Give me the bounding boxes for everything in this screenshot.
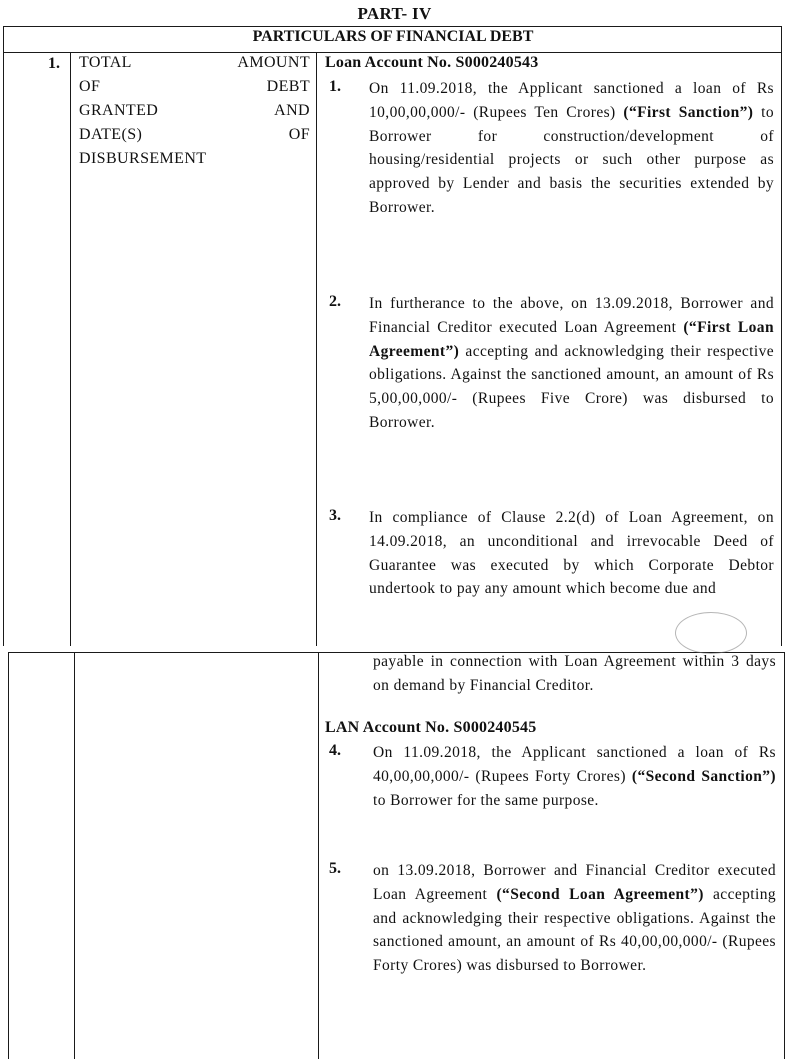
row-label-line: TOTAL AMOUNT [79,54,310,71]
loan-account-heading: Loan Account No. S000240543 [325,54,539,71]
paragraph-text: accepting and acknowledging their respective obligations. Against the sanctioned amount, an amount of Rs 5,00,00,000/- (Rupees Five Crore) was disbursed to Borrower. [369,342,774,431]
left-border [3,26,4,646]
lan-account-heading: LAN Account No. S000240545 [325,719,537,736]
heading-bottom-border [3,52,782,53]
row-label-line: DISBURSEMENT [79,150,207,167]
paragraph-text: on 13.09.2018, Borrower and Financial Creditor executed Loan Agreement [373,862,776,903]
paragraph-number: 3. [329,507,341,524]
paragraph-number: 1. [329,78,341,95]
label-column-border [316,52,317,646]
table-heading: PARTICULARS OF FINANCIAL DEBT [252,28,534,45]
paragraph-text: to Borrower for construction/development of housing/residential projects or such other purpose as approved by Lender and basis the securities extended by Borrower. [369,103,774,216]
label-column-border-lower [318,652,319,1059]
paragraph [369,77,774,220]
paragraph-number: 4. [329,742,341,759]
paragraph-text: In compliance of Clause 2.2(d) of Loan Agreement, on 14.09.2018, an unconditional and irrevocable Deed of Guarantee was executed by which Corporate Debtor undertook to pay any amount which become due and [369,509,774,598]
paragraph [373,859,776,978]
paragraph-text: On 11.09.2018, the Applicant sanctioned a loan of Rs 40,00,00,000/- (Rupees Forty Crores) [373,744,776,785]
paragraph-text: payable in connection with Loan Agreement within 3 days on demand by Financial Creditor. [373,653,776,694]
serial-column-border [70,52,71,646]
defined-term: (“Second Sanction”) [631,767,776,785]
paragraph [373,741,776,812]
serial-column-border-lower [74,652,75,1059]
paragraph [369,292,774,435]
row-number: 1. [48,55,60,72]
part-title: PART- IV [357,4,432,23]
paragraph-text: On 11.09.2018, the Applicant sanctioned a loan of Rs 10,00,00,000/- (Rupees Ten Crores) [369,80,774,121]
defined-term: (“First Sanction”) [623,103,754,121]
right-border [781,26,782,646]
defined-term: (“First Loan Agreement”) [369,318,774,360]
paragraph [373,650,776,698]
paragraph-text: to Borrower for the same purpose. [373,791,599,809]
row-label-line: DATE(S) OF [79,126,310,143]
left-border-lower [8,652,9,1059]
right-border-lower [784,652,785,1059]
row-label-line: OF DEBT [79,78,310,95]
paragraph-number: 2. [329,293,341,310]
defined-term: (“Second Loan Agreement”) [496,885,704,903]
paragraph-number: 5. [329,860,341,877]
paragraph-text: In furtherance to the above, on 13.09.2018, Borrower and Financial Creditor executed Loan Agreement [369,295,774,336]
row-label-line: GRANTED AND [79,102,310,119]
paragraph-text: accepting and acknowledging their respective obligations. Against the sanctioned amount, an amount of Rs 40,00,00,000/- (Rupees Forty Crores) was disbursed to Borrower. [373,885,776,975]
faint-stamp-mark [675,612,747,654]
paragraph [369,506,774,601]
table-top-border [3,26,782,27]
